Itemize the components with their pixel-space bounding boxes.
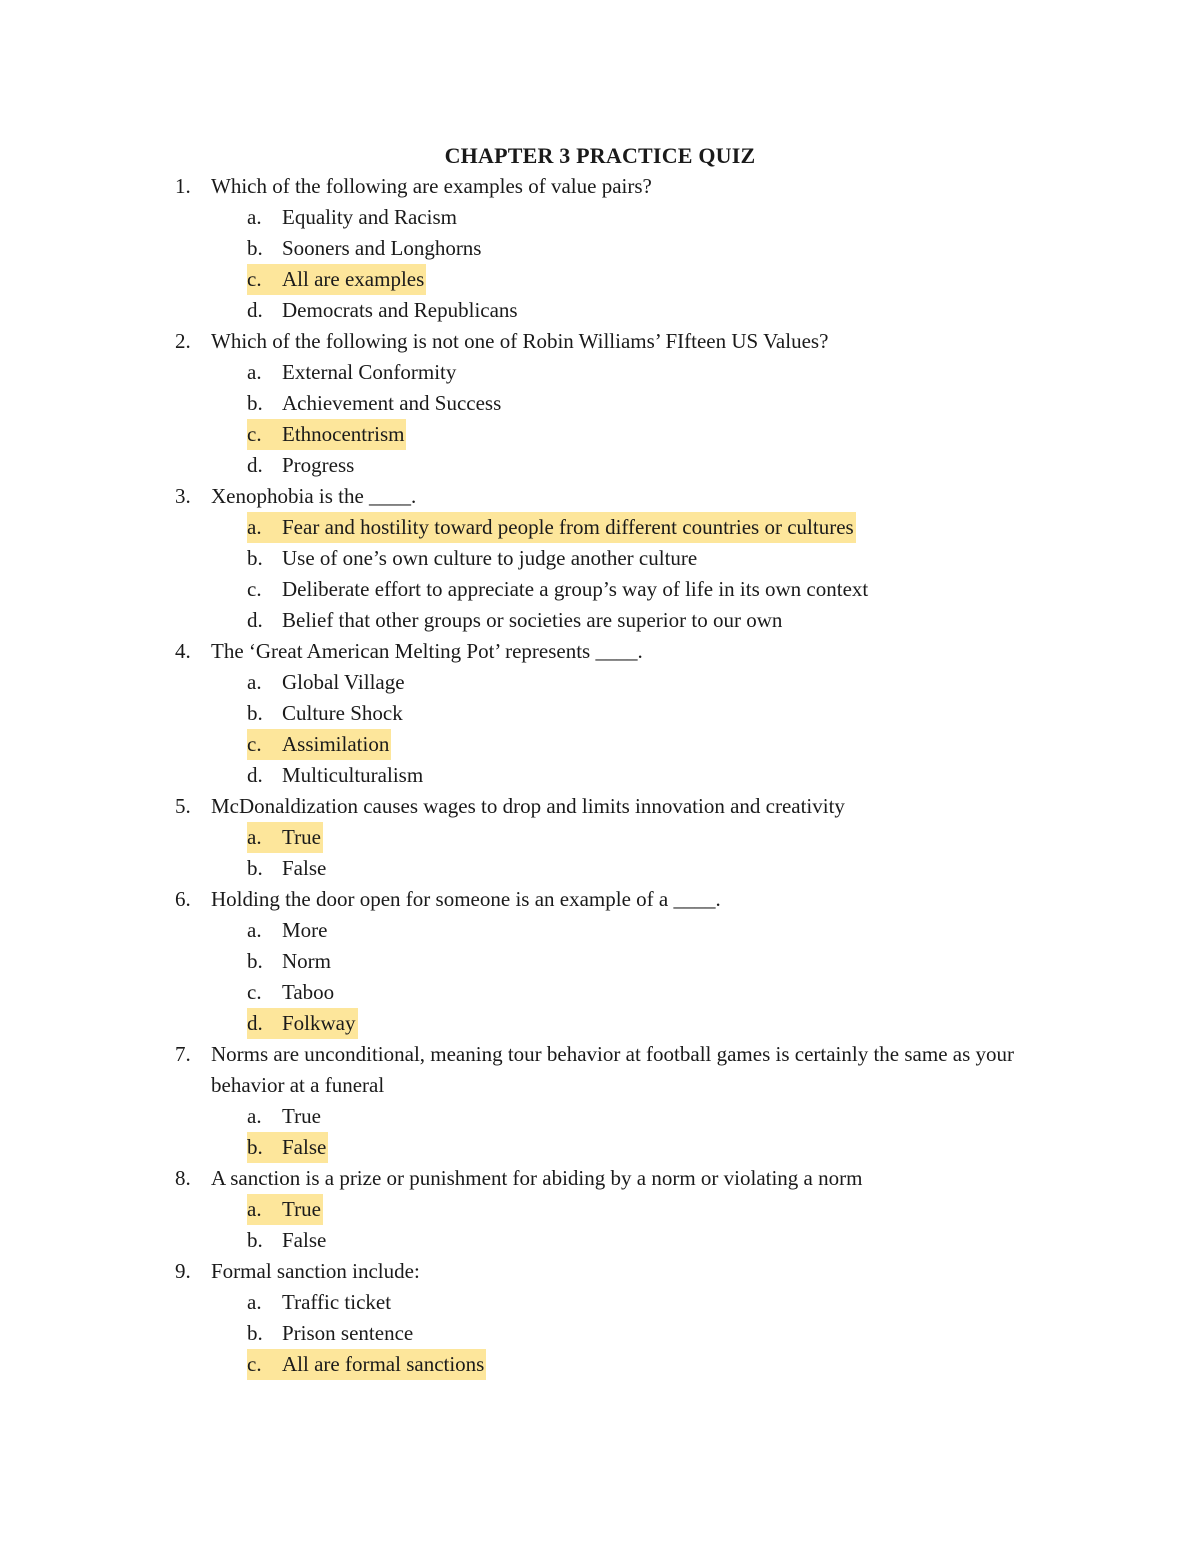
option-letter: d. bbox=[247, 298, 263, 322]
answer-option bbox=[0, 605, 1200, 636]
answer-option bbox=[0, 202, 1200, 233]
answer-option bbox=[0, 264, 1200, 295]
answer-option-text bbox=[247, 915, 330, 946]
question bbox=[0, 1163, 1200, 1194]
question bbox=[0, 884, 1200, 915]
option-text: Fear and hostility toward people from different countries or cultures bbox=[282, 515, 854, 539]
option-letter: b. bbox=[247, 391, 263, 415]
answer-option bbox=[0, 667, 1200, 698]
answer-option-text bbox=[247, 853, 328, 884]
option-text: Folkway bbox=[282, 1011, 356, 1035]
question-text: Formal sanction include: bbox=[211, 1259, 420, 1283]
answer-option bbox=[0, 1349, 1200, 1380]
answer-option bbox=[0, 1287, 1200, 1318]
option-text: Global Village bbox=[282, 670, 405, 694]
question-text: Which of the following are examples of value pairs? bbox=[211, 174, 652, 198]
answer-option bbox=[0, 419, 1200, 450]
option-letter: c. bbox=[247, 267, 262, 291]
option-text: False bbox=[282, 1135, 327, 1159]
question bbox=[0, 326, 1200, 357]
option-text: Taboo bbox=[282, 980, 335, 1004]
option-letter: c. bbox=[247, 1352, 262, 1376]
question-number: 7. bbox=[175, 1042, 191, 1066]
highlighted-answer bbox=[247, 419, 406, 450]
answer-option bbox=[0, 357, 1200, 388]
option-text: Achievement and Success bbox=[282, 391, 502, 415]
answer-option-text bbox=[247, 1225, 328, 1256]
option-text: True bbox=[282, 1104, 321, 1128]
highlighted-answer bbox=[247, 1349, 486, 1380]
option-letter: c. bbox=[247, 732, 262, 756]
option-text: Traffic ticket bbox=[282, 1290, 392, 1314]
highlighted-answer bbox=[247, 822, 323, 853]
option-letter: b. bbox=[247, 856, 263, 880]
option-text: External Conformity bbox=[282, 360, 457, 384]
option-text: Assimilation bbox=[282, 732, 390, 756]
answer-option-text bbox=[247, 388, 503, 419]
question-number: 1. bbox=[175, 174, 191, 198]
option-letter: d. bbox=[247, 1011, 263, 1035]
option-text: More bbox=[282, 918, 328, 942]
answer-option-text bbox=[247, 946, 333, 977]
answer-option bbox=[0, 1101, 1200, 1132]
answer-option-text bbox=[247, 1101, 323, 1132]
answer-option-text bbox=[247, 667, 407, 698]
option-letter: b. bbox=[247, 236, 263, 260]
question bbox=[0, 171, 1200, 202]
option-letter: b. bbox=[247, 1321, 263, 1345]
option-letter: a. bbox=[247, 1197, 262, 1221]
option-letter: b. bbox=[247, 546, 263, 570]
option-letter: b. bbox=[247, 1135, 263, 1159]
question-number: 3. bbox=[175, 484, 191, 508]
answer-option-text bbox=[247, 1287, 393, 1318]
answer-option bbox=[0, 233, 1200, 264]
question-number: 8. bbox=[175, 1166, 191, 1190]
option-letter: a. bbox=[247, 1104, 262, 1128]
question-number: 5. bbox=[175, 794, 191, 818]
answer-option bbox=[0, 1132, 1200, 1163]
option-text: Use of one’s own culture to judge another culture bbox=[282, 546, 698, 570]
question-number: 9. bbox=[175, 1259, 191, 1283]
option-letter: a. bbox=[247, 360, 262, 384]
option-letter: b. bbox=[247, 701, 263, 725]
answer-option-text bbox=[247, 698, 405, 729]
option-letter: a. bbox=[247, 515, 262, 539]
option-text: Equality and Racism bbox=[282, 205, 457, 229]
answer-option bbox=[0, 1225, 1200, 1256]
answer-option-text bbox=[247, 202, 459, 233]
option-text: All are examples bbox=[282, 267, 425, 291]
question bbox=[0, 481, 1200, 512]
option-letter: c. bbox=[247, 980, 262, 1004]
option-text: Deliberate effort to appreciate a group’s way of life in its own context bbox=[282, 577, 869, 601]
answer-option-text bbox=[247, 1318, 415, 1349]
highlighted-answer bbox=[247, 1194, 323, 1225]
answer-option-text bbox=[247, 977, 336, 1008]
answer-option-text bbox=[247, 450, 356, 481]
option-text: Progress bbox=[282, 453, 355, 477]
question bbox=[0, 1039, 1200, 1101]
answer-option-text bbox=[247, 295, 520, 326]
question-number: 6. bbox=[175, 887, 191, 911]
option-letter: c. bbox=[247, 422, 262, 446]
question-number: 4. bbox=[175, 639, 191, 663]
answer-option bbox=[0, 450, 1200, 481]
option-text: Belief that other groups or societies are superior to our own bbox=[282, 608, 783, 632]
question bbox=[0, 1256, 1200, 1287]
question-text: Which of the following is not one of Robin Williams’ FIfteen US Values? bbox=[211, 329, 829, 353]
question-text: Xenophobia is the ____. bbox=[211, 484, 417, 508]
answer-option bbox=[0, 977, 1200, 1008]
answer-option bbox=[0, 388, 1200, 419]
highlighted-answer bbox=[247, 1132, 328, 1163]
answer-option-text bbox=[247, 233, 483, 264]
option-letter: a. bbox=[247, 825, 262, 849]
option-text: Sooners and Longhorns bbox=[282, 236, 482, 260]
option-text: False bbox=[282, 1228, 327, 1252]
page-title: CHAPTER 3 PRACTICE QUIZ bbox=[444, 143, 756, 168]
question-text: A sanction is a prize or punishment for abiding by a norm or violating a norm bbox=[211, 1166, 863, 1190]
highlighted-answer bbox=[247, 1008, 358, 1039]
question bbox=[0, 636, 1200, 667]
option-text: All are formal sanctions bbox=[282, 1352, 485, 1376]
option-letter: b. bbox=[247, 949, 263, 973]
answer-option-text bbox=[247, 574, 870, 605]
question-text: Norms are unconditional, meaning tour behavior at football games is certainly the same as your behavior at a funeral bbox=[211, 1042, 1015, 1097]
answer-option bbox=[0, 512, 1200, 543]
answer-option bbox=[0, 822, 1200, 853]
answer-option-text bbox=[247, 543, 699, 574]
answer-option bbox=[0, 1194, 1200, 1225]
question-text: The ‘Great American Melting Pot’ represents ____. bbox=[211, 639, 643, 663]
option-text: Culture Shock bbox=[282, 701, 403, 725]
answer-option bbox=[0, 853, 1200, 884]
answer-option-text bbox=[247, 357, 458, 388]
answer-option bbox=[0, 729, 1200, 760]
answer-option bbox=[0, 295, 1200, 326]
option-letter: a. bbox=[247, 1290, 262, 1314]
option-letter: d. bbox=[247, 763, 263, 787]
question-text: McDonaldization causes wages to drop and limits innovation and creativity bbox=[211, 794, 845, 818]
option-letter: a. bbox=[247, 670, 262, 694]
option-letter: a. bbox=[247, 918, 262, 942]
option-text: Norm bbox=[282, 949, 331, 973]
highlighted-answer bbox=[247, 512, 856, 543]
option-letter: a. bbox=[247, 205, 262, 229]
answer-option bbox=[0, 1008, 1200, 1039]
answer-option bbox=[0, 1318, 1200, 1349]
answer-option bbox=[0, 760, 1200, 791]
question bbox=[0, 791, 1200, 822]
answer-option bbox=[0, 946, 1200, 977]
highlighted-answer bbox=[247, 729, 391, 760]
answer-option bbox=[0, 574, 1200, 605]
question-text: Holding the door open for someone is an example of a ____. bbox=[211, 887, 721, 911]
option-text: True bbox=[282, 825, 321, 849]
answer-option-text bbox=[247, 760, 425, 791]
option-text: False bbox=[282, 856, 327, 880]
quiz-list bbox=[0, 171, 1200, 1380]
option-text: Ethnocentrism bbox=[282, 422, 405, 446]
question-number: 2. bbox=[175, 329, 191, 353]
option-letter: c. bbox=[247, 577, 262, 601]
option-letter: d. bbox=[247, 608, 263, 632]
answer-option bbox=[0, 543, 1200, 574]
answer-option-text bbox=[247, 605, 784, 636]
option-letter: d. bbox=[247, 453, 263, 477]
answer-option bbox=[0, 698, 1200, 729]
option-text: Democrats and Republicans bbox=[282, 298, 518, 322]
highlighted-answer bbox=[247, 264, 426, 295]
answer-option bbox=[0, 915, 1200, 946]
option-text: Multiculturalism bbox=[282, 763, 424, 787]
option-text: Prison sentence bbox=[282, 1321, 414, 1345]
option-text: True bbox=[282, 1197, 321, 1221]
option-letter: b. bbox=[247, 1228, 263, 1252]
